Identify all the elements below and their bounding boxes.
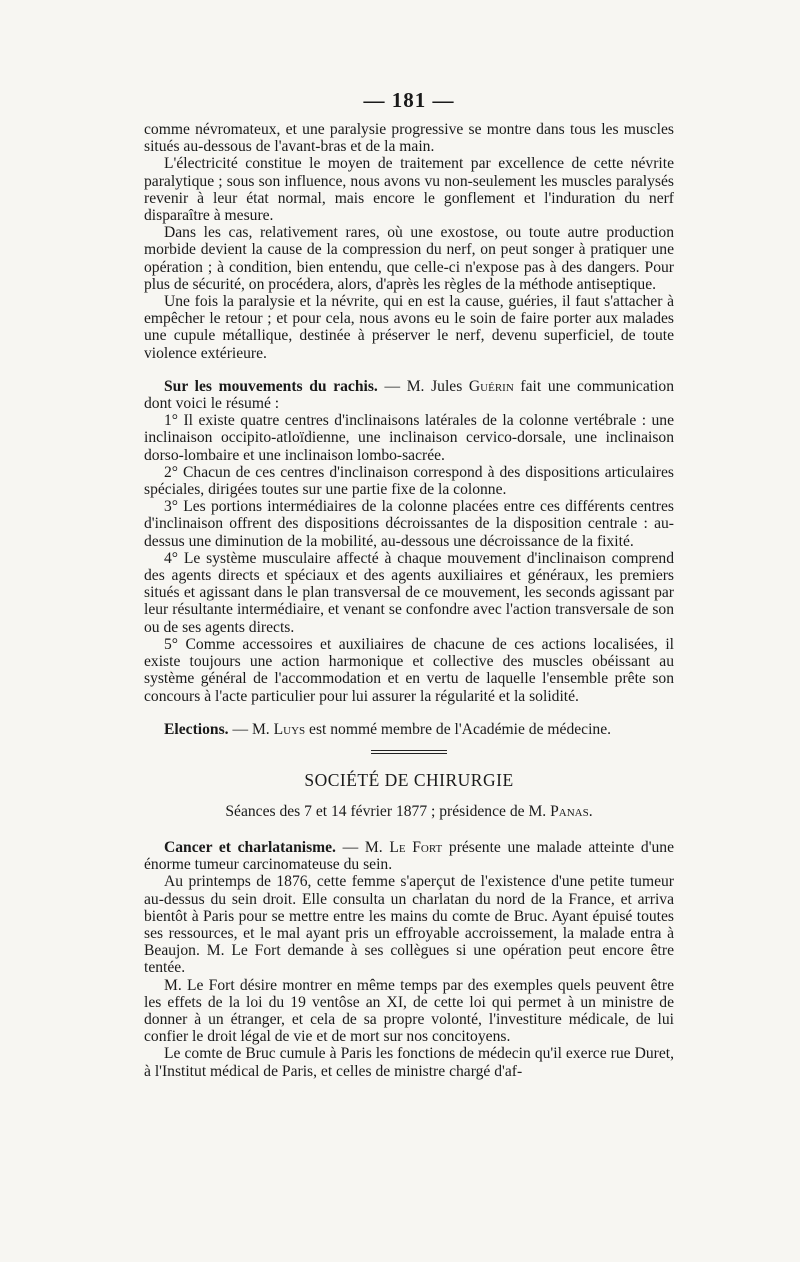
rachis-intro	[144, 378, 674, 412]
society-title: SOCIÉTÉ DE CHIRURGIE	[304, 769, 514, 790]
elections-heading: Elections.	[164, 720, 229, 738]
spacer	[144, 705, 674, 721]
rachis-intro-b: fait une communication dont voici le résumé :	[144, 377, 674, 413]
page-number: — 181 —	[363, 88, 455, 112]
sessions-president: Panas	[550, 802, 589, 820]
rachis-heading: Sur les mouvements du rachis.	[164, 377, 378, 395]
rachis-item-3: 3° Les portions intermédiaires de la colonne placées entre ces différents centres d'inclinaison offrent des dispositions décroissantes de la disposition centrale : au-dessus une diminution de la mobilité, au-dessous une décroissance de la fixité.	[144, 498, 674, 550]
elections-name: Luys	[273, 720, 306, 738]
rachis-item-2: 2° Chacun de ces centres d'inclinaison correspond à des dispositions articulaires spéciales, dirigées toutes sur une partie fixe de la colonne.	[144, 463, 674, 499]
cancer-intro-b: présente une malade atteinte d'une énorme tumeur carcinomateuse du sein.	[144, 838, 675, 874]
rachis-item-5: 5° Comme accessoires et auxiliaires de chacune de ces actions localisées, il existe toujours une action harmonique et collective des muscles obéissant au système général de l'accommodation et en vertu de laquelle l'ensemble prête son concours à l'acte particulier pour lui assurer la régularité et la solidité.	[144, 635, 674, 705]
cancer-paragraph-1: Au printemps de 1876, cette femme s'aperçut de l'existence d'une petite tumeur au-dessus du sein droit. Elle consulta un charlatan du nord de la France, et arriva bientôt à Paris pour se mettre entre les mains du comte de Bruc. Ayant épuisé toutes ses ressources, et le mal ayant pris un effroyable accroissement, la malade entra à Beaujon. M. Le Fort demande à ses collègues si une opération peut encore être tentée.	[144, 873, 674, 977]
paragraph-4: Une fois la paralysie et la névrite, qui en est la cause, guéries, il faut s'attacher à empêcher le retour ; et pour cela, nous avons eu le soin de faire porter aux malades une cupule métallique, destinée à préserver le nerf, devenu superficiel, de toute violence extérieure.	[144, 293, 674, 362]
cancer-paragraph-2: M. Le Fort désire montrer en même temps par des exemples quels peuvent être les effets de la loi du 19 ventôse an XI, de cette loi qui permet à un ministre de donner à un étranger, et cela de sa propre volonté, l'investiture médicale, de lui confier le droit légal de vie et de mort sur nos concitoyens.	[144, 976, 674, 1046]
paragraph-2: L'électricité constitue le moyen de traitement par excellence de cette névrite paralytique ; sous son influence, nous avons vu non-seulement les muscles paralysés revenir à leur état normal, mais encore le gonflement et l'induration du nerf disparaître à mesure.	[144, 155, 674, 225]
rachis-author: Guérin	[468, 377, 514, 395]
rachis-item-1: 1° Il existe quatre centres d'inclinaisons latérales de la colonne vertébrale : une inclinaison occipito-atloïdienne, une inclinaison cervico-dorsale, une inclinaison dorso-lombaire et une inclinaison lombo-sacrée.	[144, 412, 674, 464]
text-column	[144, 88, 674, 1080]
cancer-intro-a: — M.	[335, 838, 390, 856]
cancer-intro	[144, 839, 674, 873]
elections-text-b: est nommé membre de l'Académie de médecine.	[305, 720, 612, 738]
rachis-intro-a: — M. Jules	[377, 377, 469, 395]
sessions-end: .	[588, 802, 593, 820]
section-divider	[371, 750, 447, 754]
cancer-author: Le Fort	[389, 838, 443, 856]
paragraph-3: Dans les cas, relativement rares, où une exostose, ou toute autre production morbide devient la cause de la compression du nerf, on peut songer à pratiquer une opération ; à condition, bien entendu, que celle-ci n'expose pas à des dangers. Pour plus de sécurité, on procédera, alors, d'après les règles de la méthode antiseptique.	[144, 224, 674, 293]
paragraph-1: comme névromateux, et une paralysie progressive se montre dans tous les muscles situés au-dessous de l'avant-bras et de la main.	[144, 121, 674, 156]
sessions-text: Séances des 7 et 14 février 1877 ; présidence de M.	[225, 802, 551, 820]
elections-paragraph	[144, 721, 674, 738]
rachis-item-4: 4° Le système musculaire affecté à chaque mouvement d'inclinaison comprend des agents directs et spéciaux et des agents auxiliaires et généraux, les premiers situés et agissant dans le plan transversal de ce mouvement, les seconds agissant par leur résultante intermédiaire, et venant se confondre avec l'action transversale de son ou de ses agents directs.	[144, 549, 674, 636]
sessions-line	[144, 803, 674, 821]
elections-text-a: — M.	[228, 720, 274, 738]
cancer-heading: Cancer et charlatanisme.	[164, 838, 336, 856]
cancer-paragraph-3: Le comte de Bruc cumule à Paris les fonctions de médecin qu'il exerce rue Duret, à l'Institut médical de Paris, et celles de ministre chargé d'af-	[144, 1045, 674, 1080]
spacer	[144, 362, 674, 378]
